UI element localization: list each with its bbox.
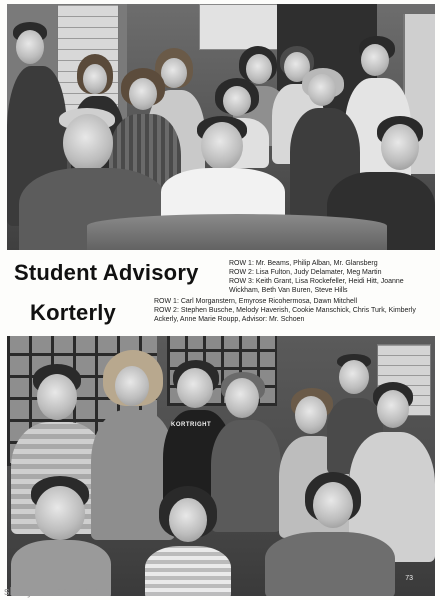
caption-row-3: ROW 3: Keith Grant, Lisa Rockefeller, Heidi Hitt, Joanne Wickham, Beth Van Buren, Steve Hills	[229, 278, 404, 294]
student-advisory-photo	[7, 4, 435, 250]
korterly-heading: Korterly	[30, 300, 116, 325]
caption-row-1: ROW 1: Mr. Beams, Philip Alban, Mr. Glansberg	[229, 260, 378, 267]
korterly-photo	[7, 336, 435, 596]
shirt-lettering: KORTRIGHT	[171, 422, 212, 428]
person-seated	[161, 116, 285, 226]
site-watermark: skcsyearbook.com	[4, 586, 100, 598]
wall-poster	[199, 4, 281, 50]
korterly-caption	[154, 297, 424, 324]
student-advisory-heading: Student Advisory	[14, 260, 199, 285]
person-seated	[265, 472, 395, 596]
person-seated	[145, 486, 231, 596]
conference-table	[87, 214, 387, 250]
caption-row-2: ROW 2: Lisa Fulton, Judy Delamater, Meg Martin	[229, 269, 382, 276]
caption-row-1: ROW 1: Carl Morganstern, Emyrose Ricohermosa, Dawn Mitchell	[154, 298, 358, 305]
caption-row-2: ROW 2: Stephen Busche, Melody Haverish, Cookie Manschick, Chris Turk, Kimberly Ackerly, Anne Marie Roupp, Advisor: Mr. Schoen	[154, 307, 416, 323]
student-advisory-caption	[229, 259, 434, 295]
page-number: 73	[405, 575, 413, 582]
person-seated	[11, 476, 111, 596]
